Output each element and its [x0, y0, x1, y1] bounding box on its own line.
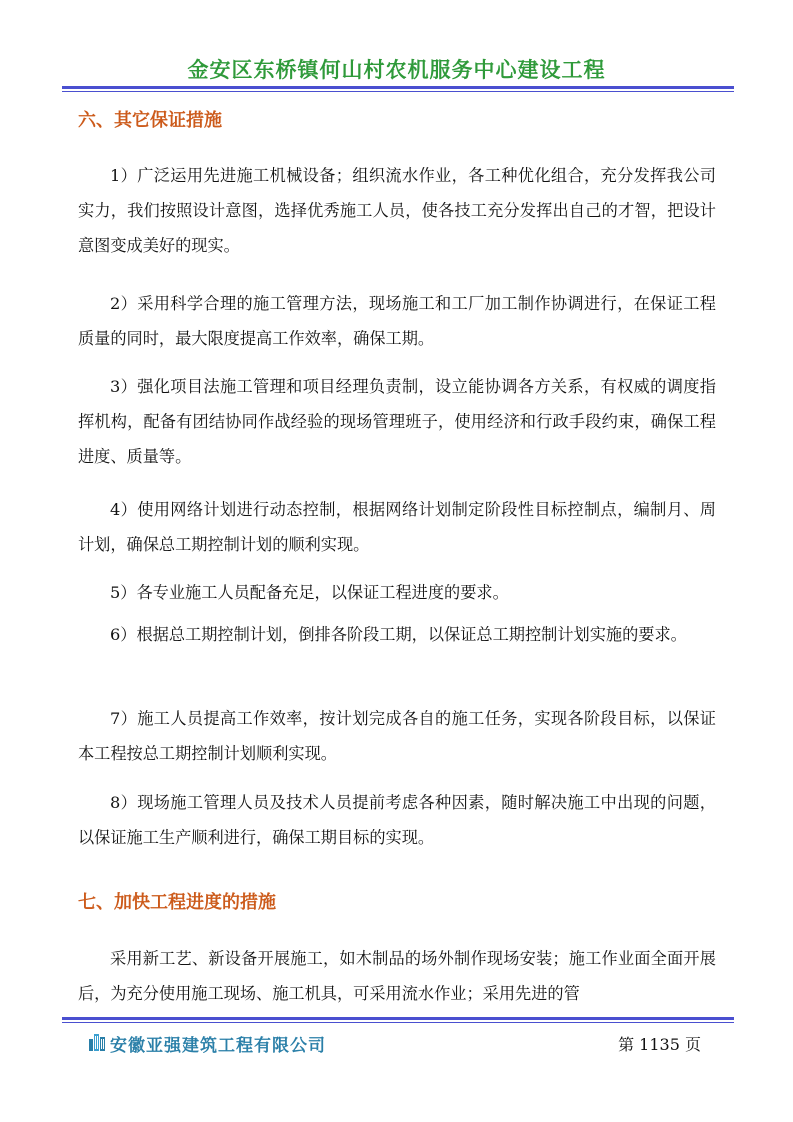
page-number: 第 1135 页	[618, 1035, 701, 1054]
footer-company: 安徽亚强建筑工程有限公司	[110, 1036, 326, 1056]
building-logo-icon	[88, 1033, 106, 1051]
paragraph: 6）根据总工期控制计划，倒排各阶段工期，以保证总工期控制计划实施的要求。	[110, 625, 687, 644]
header-rule	[62, 86, 734, 89]
paragraph: 3）强化项目法施工管理和项目经理负责制，设立能协调各方关系，有权威的调度指挥机构，配备有团结协同作战经验的现场管理班子，使用经济和行政手段约束，确保工程进度、质量等。	[78, 377, 716, 466]
header-title: 金安区东桥镇何山村农机服务中心建设工程	[187, 58, 606, 82]
section-heading: 六、其它保证措施	[78, 110, 222, 131]
footer-rule	[62, 1017, 734, 1020]
footer-rule-thin	[62, 1022, 734, 1023]
paragraph: 5）各专业施工人员配备充足，以保证工程进度的要求。	[110, 583, 509, 602]
paragraph: 2）采用科学合理的施工管理方法，现场施工和工厂加工制作协调进行，在保证工程质量的同时，最大限度提高工作效率，确保工期。	[78, 294, 716, 348]
paragraph: 采用新工艺、新设备开展施工，如木制品的场外制作现场安装；施工作业面全面开展后，为充分使用施工现场、施工机具，可采用流水作业；采用先进的管	[78, 949, 716, 1003]
paragraph: 4）使用网络计划进行动态控制，根据网络计划制定阶段性目标控制点，编制月、周计划，确保总工期控制计划的顺利实现。	[78, 500, 716, 554]
paragraph: 1）广泛运用先进施工机械设备；组织流水作业，各工种优化组合，充分发挥我公司实力，我们按照设计意图，选择优秀施工人员，使各技工充分发挥出自己的才智，把设计意图变成美好的现实。	[78, 166, 716, 255]
paragraph: 8）现场施工管理人员及技术人员提前考虑各种因素，随时解决施工中出现的问题，以保证施工生产顺利进行，确保工期目标的实现。	[78, 793, 716, 847]
paragraph: 7）施工人员提高工作效率，按计划完成各自的施工任务，实现各阶段目标，以保证本工程按总工期控制计划顺利实现。	[78, 709, 716, 763]
header-rule-thin	[62, 91, 734, 92]
section-heading: 七、加快工程进度的措施	[78, 892, 276, 913]
